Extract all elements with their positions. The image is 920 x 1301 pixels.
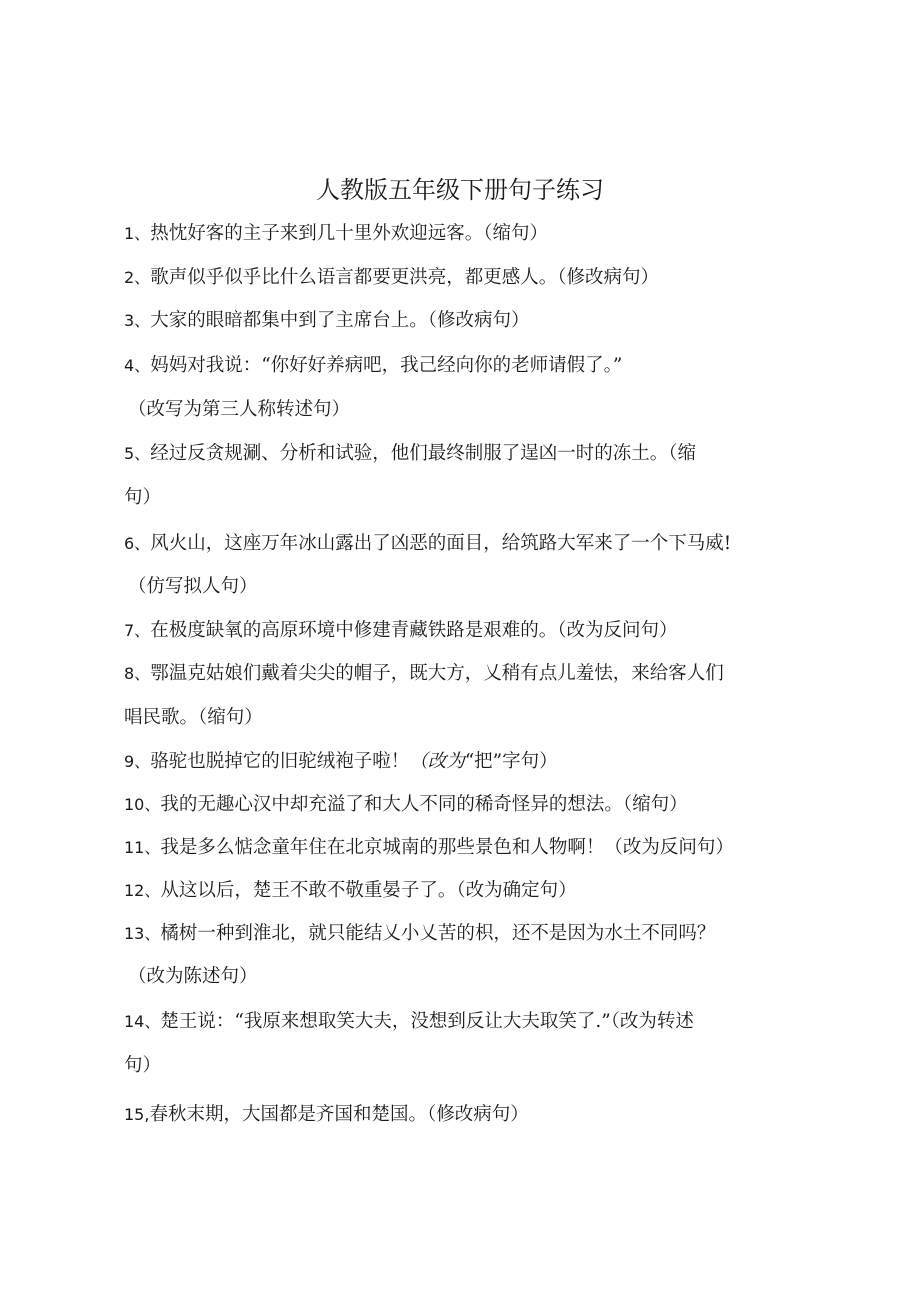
question-3: [124, 309, 529, 333]
question-text: 经过反贪规涮、分析和试验，他们最终制服了逞凶一时的冻土。（缩: [150, 443, 696, 464]
question-11: [124, 836, 734, 860]
question-text: 我是多么惦念童年住在北京城南的那些景色和人物啊！（改为反问句）: [160, 837, 734, 858]
question-14-continuation: 句）: [124, 1055, 162, 1076]
question-number: 15,: [124, 1105, 150, 1124]
question-9: [124, 750, 558, 774]
question-12: [124, 879, 577, 903]
question-2: [124, 266, 659, 290]
question-number: 6、: [124, 534, 151, 553]
question-text: 在极度缺氧的高原环境中修建青藏铁路是艰难的。（改为反问句）: [150, 620, 678, 641]
question-number: 12、: [124, 881, 161, 900]
question-5-continuation: 句）: [124, 487, 162, 508]
question-number: 3、: [124, 311, 151, 330]
question-text: 骆驼也脱掉它的旧驼绒袍子啦！: [150, 751, 410, 772]
question-number: 5、: [124, 444, 151, 463]
question-13: [124, 922, 715, 946]
question-instruction: “把”字句）: [464, 751, 558, 772]
question-text: 橘树一种到淮北，就只能结乂小乂苦的枳，还不是因为水土不同吗？: [160, 923, 716, 944]
question-number: 11、: [124, 838, 161, 857]
question-number: 1、: [124, 224, 151, 243]
question-text: 妈妈对我说：“你好好养病吧，我己经向你的老师请假了。”: [150, 355, 623, 376]
question-text: 楚王说：“我原来想取笑大夫，没想到反让大夫取笑了.”（改为转述: [160, 1011, 694, 1032]
question-4-continuation: （改写为第三人称转述句）: [128, 399, 351, 420]
question-text: 我的无趣心汉中却充溢了和大人不同的稀奇怪异的想法。（缩句）: [160, 794, 688, 815]
question-6-continuation: （仿写拟人句）: [128, 576, 258, 597]
question-number: 10、: [124, 795, 161, 814]
question-15: [124, 1103, 529, 1127]
question-10: [124, 793, 688, 817]
question-number: 7、: [124, 621, 151, 640]
question-7: [124, 619, 677, 643]
question-text: 歌声似乎似乎比什么语言都要更洪亮，都更感人。（修改病句）: [150, 267, 659, 288]
question-8: [124, 662, 724, 686]
question-6: [124, 532, 731, 556]
question-5: [124, 442, 696, 466]
question-number: 9、: [124, 752, 151, 771]
question-text: 风火山，这座万年冰山露出了凶恶的面目，给筑路大军来了一个下马威!: [150, 533, 732, 554]
question-1: [124, 222, 548, 246]
question-14: [124, 1010, 694, 1034]
question-number: 4、: [124, 356, 151, 375]
question-text: 大家的眼暗都集中到了主席台上。（修改病句）: [150, 310, 530, 331]
question-number: 2、: [124, 268, 151, 287]
question-8-continuation: 唱民歌。（缩句）: [124, 707, 263, 728]
question-text: 热忱好客的主子来到几十里外欢迎远客。（缩句）: [150, 223, 548, 244]
page-title: 人教版五年级下册句子练习: [316, 176, 604, 204]
question-text: 鄂温克姑娘们戴着尖尖的帽子，既大方，乂稍有点儿羞怯，来给客人们: [150, 663, 724, 684]
question-instruction-italic: （改为: [409, 751, 465, 772]
question-number: 13、: [124, 924, 161, 943]
question-text: 春秋末期，大国都是齐国和楚国。（修改病句）: [149, 1104, 529, 1125]
question-text: 从这以后，楚王不敢不敬重晏子了。（改为确定句）: [160, 880, 577, 901]
question-number: 14、: [124, 1012, 161, 1031]
question-13-continuation: （改为陈述句）: [128, 966, 258, 987]
question-number: 8、: [124, 664, 151, 683]
question-4: [124, 354, 622, 378]
